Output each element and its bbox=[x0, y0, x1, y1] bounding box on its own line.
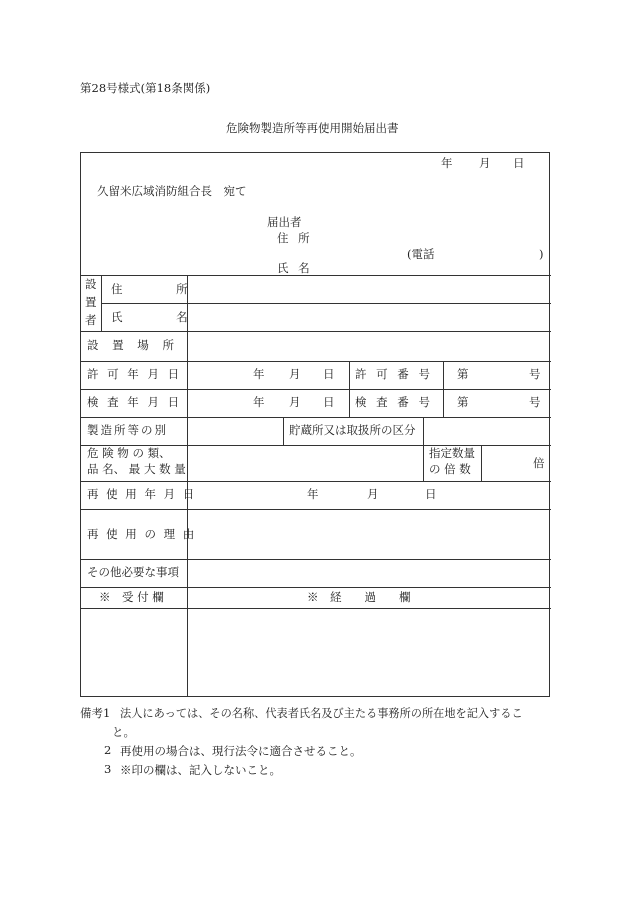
hazmat-label-line1: 危 険 物 の 類、 bbox=[87, 446, 171, 460]
qty-label-line2: の 倍 数 bbox=[429, 462, 471, 476]
row-divider bbox=[81, 559, 551, 560]
note-2-number: 2 bbox=[104, 743, 112, 757]
col-divider bbox=[101, 275, 102, 331]
notifier-address-label: 住 所 bbox=[277, 231, 310, 245]
facility-type-label: 製造所等の別 bbox=[87, 423, 168, 437]
phone-open: (電話 bbox=[407, 247, 435, 261]
col-divider bbox=[481, 445, 482, 481]
qty-label-line1: 指定数量 bbox=[429, 446, 475, 460]
col-divider bbox=[443, 361, 444, 417]
progress-header: ※ 経 過 欄 bbox=[307, 590, 411, 604]
permit-date-label: 許 可 年 月 日 bbox=[87, 367, 180, 381]
inspection-number-label: 検 査 番 号 bbox=[355, 395, 430, 409]
phone-close: ) bbox=[539, 247, 544, 261]
hazmat-label-line2: 品 名、 最 大 数 量 bbox=[87, 462, 186, 476]
row-divider bbox=[81, 389, 551, 390]
permit-day: 日 bbox=[323, 367, 335, 381]
permit-no-prefix: 第 bbox=[457, 367, 469, 381]
date-day: 日 bbox=[513, 156, 525, 170]
row-divider bbox=[101, 303, 551, 304]
note-1-line1: 法人にあっては、その名称、代表者氏名及び主たる事務所の所在地を記入するこ bbox=[120, 707, 523, 720]
inspection-no-suffix: 号 bbox=[529, 395, 541, 409]
date-month: 月 bbox=[479, 156, 491, 170]
note-3-number: 3 bbox=[104, 762, 112, 776]
installer-address-label: 住 所 bbox=[111, 282, 188, 296]
storage-type-label: 貯蔵所又は取扱所の区分 bbox=[289, 423, 416, 437]
document-title: 危険物製造所等再使用開始届出書 bbox=[226, 121, 399, 135]
times-unit: 倍 bbox=[533, 456, 545, 470]
installer-char-2: 置 bbox=[85, 295, 97, 309]
col-divider bbox=[423, 417, 424, 445]
installer-char-1: 設 bbox=[85, 277, 97, 291]
inspection-no-prefix: 第 bbox=[457, 395, 469, 409]
notifier-label: 届出者 bbox=[267, 215, 302, 229]
reuse-notification-form bbox=[80, 152, 550, 697]
date-year: 年 bbox=[441, 156, 453, 170]
col-divider bbox=[283, 417, 284, 445]
form-number: 第28号様式(第18条関係) bbox=[80, 81, 211, 95]
note-2: 再使用の場合は、現行法令に適合させること。 bbox=[120, 744, 362, 758]
permit-no-suffix: 号 bbox=[529, 367, 541, 381]
location-label: 設 置 場 所 bbox=[87, 338, 174, 352]
row-divider bbox=[81, 481, 551, 482]
installer-char-3: 者 bbox=[85, 313, 97, 327]
note-1-line2: と。 bbox=[112, 725, 135, 739]
row-divider bbox=[81, 608, 551, 609]
row-divider bbox=[81, 361, 551, 362]
reuse-day: 日 bbox=[425, 487, 437, 501]
note-3: ※印の欄は、記入しないこと。 bbox=[120, 763, 281, 777]
col-divider bbox=[187, 275, 188, 697]
installer-name-label: 氏 名 bbox=[111, 310, 188, 324]
other-label: その他必要な事項 bbox=[87, 565, 179, 579]
row-divider bbox=[81, 331, 551, 332]
col-divider bbox=[349, 361, 350, 417]
inspection-date-label: 検 査 年 月 日 bbox=[87, 395, 180, 409]
row-divider bbox=[81, 509, 551, 510]
reuse-month: 月 bbox=[367, 487, 379, 501]
reuse-date-label: 再 使 用 年 月 日 bbox=[87, 487, 195, 501]
notifier-name-label: 氏 名 bbox=[277, 261, 310, 275]
reception-header: ※ 受 付 欄 bbox=[99, 590, 164, 604]
row-divider bbox=[81, 275, 551, 276]
inspection-year: 年 bbox=[253, 395, 265, 409]
permit-year: 年 bbox=[253, 367, 265, 381]
permit-month: 月 bbox=[289, 367, 301, 381]
reuse-reason-label: 再 使 用 の 理 由 bbox=[87, 527, 195, 541]
col-divider bbox=[423, 445, 424, 481]
inspection-day: 日 bbox=[323, 395, 335, 409]
row-divider bbox=[81, 417, 551, 418]
inspection-month: 月 bbox=[289, 395, 301, 409]
reuse-year: 年 bbox=[307, 487, 319, 501]
addressee: 久留米広域消防組合長 宛て bbox=[97, 184, 247, 198]
row-divider bbox=[81, 587, 551, 588]
notes-label: 備考1 bbox=[80, 706, 111, 720]
permit-number-label: 許 可 番 号 bbox=[355, 367, 430, 381]
